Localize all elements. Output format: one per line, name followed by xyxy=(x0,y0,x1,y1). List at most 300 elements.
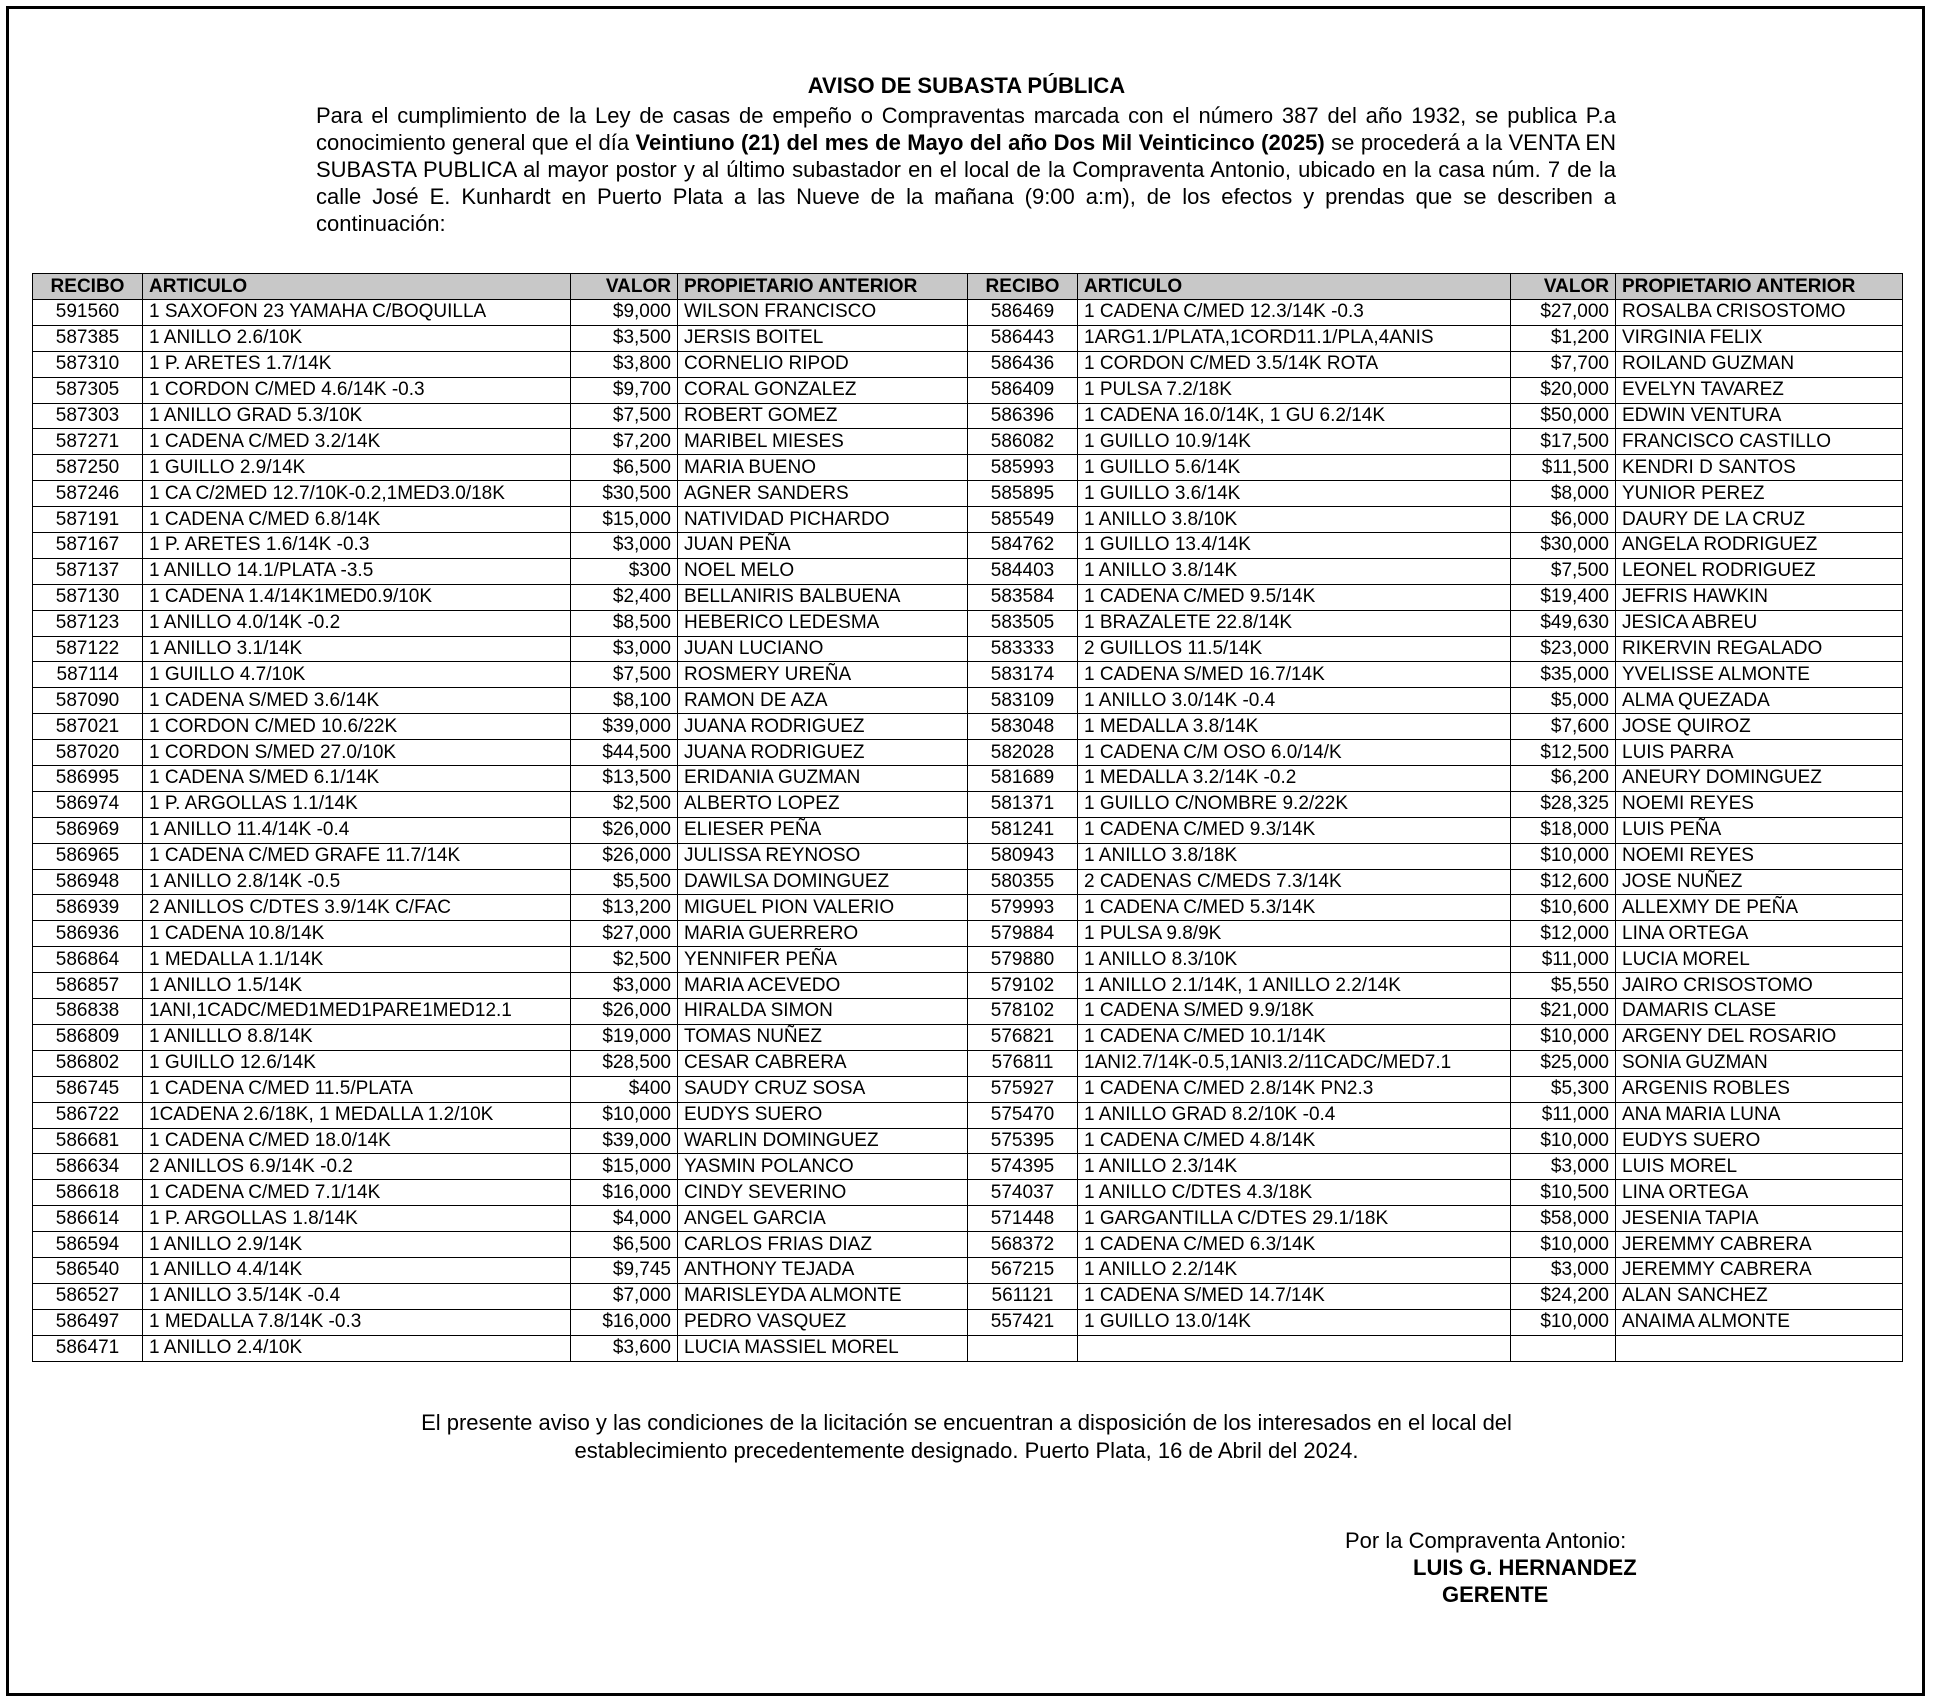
cell-articulo: 1 ANILLLO 8.8/14K xyxy=(143,1024,571,1050)
cell-articulo: 1 CADENA C/MED 9.5/14K xyxy=(1078,584,1511,610)
cell-propietario: ANEURY DOMINGUEZ xyxy=(1616,766,1903,792)
cell-recibo: 583505 xyxy=(968,610,1078,636)
cell-valor: $11,500 xyxy=(1511,455,1616,481)
cell-articulo: 1 CORDON S/MED 27.0/10K xyxy=(143,740,571,766)
cell-recibo: 586594 xyxy=(33,1232,143,1258)
cell-recibo: 586634 xyxy=(33,1154,143,1180)
cell-propietario: MARIA ACEVEDO xyxy=(678,973,968,999)
cell-valor: $27,000 xyxy=(1511,300,1616,326)
closing-line-1: El presente aviso y las condiciones de la licitación se encuentran a disposición de los interesados en el local del xyxy=(421,1410,1512,1435)
cell-recibo: 576811 xyxy=(968,1050,1078,1076)
cell-recibo: 578102 xyxy=(968,999,1078,1025)
table-row xyxy=(33,895,1903,921)
cell-valor: $7,500 xyxy=(1511,558,1616,584)
table-row xyxy=(33,455,1903,481)
cell-articulo: 1 CADENA C/MED 6.3/14K xyxy=(1078,1232,1511,1258)
cell-articulo: 1 CADENA C/M OSO 6.0/14/K xyxy=(1078,740,1511,766)
cell-valor: $13,500 xyxy=(571,766,678,792)
cell-recibo: 575470 xyxy=(968,1102,1078,1128)
cell-valor: $10,000 xyxy=(1511,1309,1616,1335)
cell-articulo: 1 ANILLO C/DTES 4.3/18K xyxy=(1078,1180,1511,1206)
table-row xyxy=(33,1257,1903,1283)
auction-items-table xyxy=(32,273,1903,1362)
cell-valor: $30,500 xyxy=(571,481,678,507)
cell-propietario: MARIA BUENO xyxy=(678,455,968,481)
cell-valor: $35,000 xyxy=(1511,662,1616,688)
cell-articulo: 1 ANILLO 3.8/18K xyxy=(1078,843,1511,869)
cell-recibo: 586974 xyxy=(33,791,143,817)
col-header-recibo-2: RECIBO xyxy=(968,274,1078,300)
cell-valor: $50,000 xyxy=(1511,403,1616,429)
cell-articulo: 1 GUILLO 13.4/14K xyxy=(1078,533,1511,559)
cell-valor: $17,500 xyxy=(1511,429,1616,455)
cell-recibo: 586681 xyxy=(33,1128,143,1154)
cell-articulo: 1CADENA 2.6/18K, 1 MEDALLA 1.2/10K xyxy=(143,1102,571,1128)
table-row xyxy=(33,481,1903,507)
cell-recibo: 583333 xyxy=(968,636,1078,662)
cell-articulo: 1 CADENA C/MED 10.1/14K xyxy=(1078,1024,1511,1050)
cell-valor: $2,500 xyxy=(571,791,678,817)
cell-recibo: 568372 xyxy=(968,1232,1078,1258)
cell-valor: $7,500 xyxy=(571,662,678,688)
cell-recibo: 583048 xyxy=(968,714,1078,740)
cell-propietario: LUCIA MASSIEL MOREL xyxy=(678,1335,968,1361)
col-header-recibo: RECIBO xyxy=(33,274,143,300)
cell-articulo: 1 CORDON C/MED 3.5/14K ROTA xyxy=(1078,351,1511,377)
cell-valor: $19,000 xyxy=(571,1024,678,1050)
cell-recibo: 575395 xyxy=(968,1128,1078,1154)
cell-recibo: 584403 xyxy=(968,558,1078,584)
cell-articulo: 1 CADENA C/MED 12.3/14K -0.3 xyxy=(1078,300,1511,326)
cell-propietario: LEONEL RODRIGUEZ xyxy=(1616,558,1903,584)
cell-articulo: 1ANI2.7/14K-0.5,1ANI3.2/11CADC/MED7.1 xyxy=(1078,1050,1511,1076)
cell-valor: $3,800 xyxy=(571,351,678,377)
cell-propietario: JUANA RODRIGUEZ xyxy=(678,740,968,766)
cell-propietario: LUIS PARRA xyxy=(1616,740,1903,766)
cell-valor: $16,000 xyxy=(571,1180,678,1206)
cell-propietario: ALMA QUEZADA xyxy=(1616,688,1903,714)
cell-recibo: 583174 xyxy=(968,662,1078,688)
cell-recibo: 585895 xyxy=(968,481,1078,507)
table-row xyxy=(33,1102,1903,1128)
cell-valor: $6,500 xyxy=(571,1232,678,1258)
cell-propietario: EDWIN VENTURA xyxy=(1616,403,1903,429)
cell-articulo: 1 PULSA 7.2/18K xyxy=(1078,377,1511,403)
cell-propietario: ERIDANIA GUZMAN xyxy=(678,766,968,792)
cell-propietario: CINDY SEVERINO xyxy=(678,1180,968,1206)
cell-valor: $9,700 xyxy=(571,377,678,403)
cell-recibo: 587385 xyxy=(33,325,143,351)
cell-valor: $6,500 xyxy=(571,455,678,481)
cell-articulo: 1 CADENA 10.8/14K xyxy=(143,921,571,947)
cell-valor: $7,000 xyxy=(571,1283,678,1309)
cell-valor: $10,500 xyxy=(1511,1180,1616,1206)
cell-recibo: 586745 xyxy=(33,1076,143,1102)
cell-propietario: MARIA GUERRERO xyxy=(678,921,968,947)
cell-recibo: 586436 xyxy=(968,351,1078,377)
signature-role: GERENTE xyxy=(1442,1582,1549,1607)
cell-articulo: 1 PULSA 9.8/9K xyxy=(1078,921,1511,947)
table-row xyxy=(33,610,1903,636)
cell-articulo: 1 CADENA S/MED 3.6/14K xyxy=(143,688,571,714)
cell-articulo: 1ARG1.1/PLATA,1CORD11.1/PLA,4ANIS xyxy=(1078,325,1511,351)
cell-articulo: 1 MEDALLA 1.1/14K xyxy=(143,947,571,973)
cell-propietario: NOEL MELO xyxy=(678,558,968,584)
cell-valor: $400 xyxy=(571,1076,678,1102)
cell-propietario: SAUDY CRUZ SOSA xyxy=(678,1076,968,1102)
cell-recibo: 586614 xyxy=(33,1206,143,1232)
cell-valor: $6,000 xyxy=(1511,507,1616,533)
cell-recibo: 586471 xyxy=(33,1335,143,1361)
cell-recibo: 587122 xyxy=(33,636,143,662)
table-row xyxy=(33,1154,1903,1180)
cell-articulo: 1 P. ARGOLLAS 1.8/14K xyxy=(143,1206,571,1232)
cell-propietario: JUAN LUCIANO xyxy=(678,636,968,662)
cell-recibo: 583109 xyxy=(968,688,1078,714)
cell-articulo: 2 ANILLOS C/DTES 3.9/14K C/FAC xyxy=(143,895,571,921)
cell-valor: $49,630 xyxy=(1511,610,1616,636)
col-header-valor-2: VALOR xyxy=(1511,274,1616,300)
cell-valor: $7,200 xyxy=(571,429,678,455)
cell-recibo: 571448 xyxy=(968,1206,1078,1232)
cell-valor: $15,000 xyxy=(571,507,678,533)
table-row xyxy=(33,947,1903,973)
cell-articulo: 1 ANILLO 8.3/10K xyxy=(1078,947,1511,973)
table-row xyxy=(33,688,1903,714)
cell-recibo: 586948 xyxy=(33,869,143,895)
table-row xyxy=(33,1335,1903,1361)
cell-articulo: 2 ANILLOS 6.9/14K -0.2 xyxy=(143,1154,571,1180)
table-row xyxy=(33,1283,1903,1309)
cell-propietario: WARLIN DOMINGUEZ xyxy=(678,1128,968,1154)
cell-articulo: 1 ANILLO 2.3/14K xyxy=(1078,1154,1511,1180)
table-row xyxy=(33,636,1903,662)
cell-recibo: 587167 xyxy=(33,533,143,559)
cell-recibo: 576821 xyxy=(968,1024,1078,1050)
col-header-valor: VALOR xyxy=(571,274,678,300)
table-row xyxy=(33,1024,1903,1050)
cell-articulo: 1 ANILLO 3.0/14K -0.4 xyxy=(1078,688,1511,714)
cell-articulo: 1 ANILLO 2.9/14K xyxy=(143,1232,571,1258)
cell-recibo: 586527 xyxy=(33,1283,143,1309)
cell-articulo: 1 BRAZALETE 22.8/14K xyxy=(1078,610,1511,636)
cell-valor: $5,500 xyxy=(571,869,678,895)
cell-propietario: YVELISSE ALMONTE xyxy=(1616,662,1903,688)
cell-propietario: ROSMERY UREÑA xyxy=(678,662,968,688)
table-row xyxy=(33,869,1903,895)
cell-propietario: ANTHONY TEJADA xyxy=(678,1257,968,1283)
table-row xyxy=(33,1206,1903,1232)
table-row xyxy=(33,740,1903,766)
cell-propietario: YUNIOR PEREZ xyxy=(1616,481,1903,507)
table-row xyxy=(33,300,1903,326)
cell-articulo: 1 ANILLO 3.8/10K xyxy=(1078,507,1511,533)
cell-articulo: 1 CADENA C/MED GRAFE 11.7/14K xyxy=(143,843,571,869)
cell-propietario: ARGENIS ROBLES xyxy=(1616,1076,1903,1102)
cell-articulo: 1 GUILLO 5.6/14K xyxy=(1078,455,1511,481)
cell-recibo: 581241 xyxy=(968,817,1078,843)
cell-propietario: CORAL GONZALEZ xyxy=(678,377,968,403)
cell-recibo: 586469 xyxy=(968,300,1078,326)
cell-propietario: JERSIS BOITEL xyxy=(678,325,968,351)
cell-propietario: JEREMMY CABRERA xyxy=(1616,1232,1903,1258)
cell-recibo: 586396 xyxy=(968,403,1078,429)
cell-valor: $8,100 xyxy=(571,688,678,714)
table-row xyxy=(33,1232,1903,1258)
cell-propietario: EVELYN TAVAREZ xyxy=(1616,377,1903,403)
table-row xyxy=(33,817,1903,843)
cell-articulo: 1 ANILLO 2.1/14K, 1 ANILLO 2.2/14K xyxy=(1078,973,1511,999)
cell-propietario: JESENIA TAPIA xyxy=(1616,1206,1903,1232)
cell-recibo: 586939 xyxy=(33,895,143,921)
cell-propietario: JUANA RODRIGUEZ xyxy=(678,714,968,740)
cell-valor: $9,000 xyxy=(571,300,678,326)
cell-recibo: 586540 xyxy=(33,1257,143,1283)
table-row xyxy=(33,714,1903,740)
cell-propietario: LINA ORTEGA xyxy=(1616,1180,1903,1206)
cell-recibo: 579993 xyxy=(968,895,1078,921)
cell-articulo: 1 MEDALLA 3.2/14K -0.2 xyxy=(1078,766,1511,792)
table-body xyxy=(33,300,1903,1362)
notice-intro xyxy=(316,102,1616,237)
cell-valor: $10,000 xyxy=(1511,1024,1616,1050)
cell-valor: $39,000 xyxy=(571,1128,678,1154)
cell-recibo: 587250 xyxy=(33,455,143,481)
table-row xyxy=(33,558,1903,584)
table-row xyxy=(33,766,1903,792)
cell-valor: $8,500 xyxy=(571,610,678,636)
cell-recibo: 587130 xyxy=(33,584,143,610)
cell-valor: $10,000 xyxy=(571,1102,678,1128)
table-row xyxy=(33,1309,1903,1335)
cell-recibo: 584762 xyxy=(968,533,1078,559)
cell-valor: $16,000 xyxy=(571,1309,678,1335)
cell-articulo: 1 MEDALLA 7.8/14K -0.3 xyxy=(143,1309,571,1335)
cell-articulo xyxy=(1078,1335,1511,1361)
cell-articulo: 1 ANILLO 11.4/14K -0.4 xyxy=(143,817,571,843)
cell-recibo xyxy=(968,1335,1078,1361)
cell-valor: $44,500 xyxy=(571,740,678,766)
cell-propietario: RIKERVIN REGALADO xyxy=(1616,636,1903,662)
cell-valor: $25,000 xyxy=(1511,1050,1616,1076)
table-row xyxy=(33,325,1903,351)
cell-articulo: 1 CORDON C/MED 4.6/14K -0.3 xyxy=(143,377,571,403)
cell-valor: $10,000 xyxy=(1511,1128,1616,1154)
cell-recibo: 586082 xyxy=(968,429,1078,455)
cell-propietario: ROSALBA CRISOSTOMO xyxy=(1616,300,1903,326)
intro-text-part1: Para el cumplimiento de la Ley de casas de empeño o Compraventas marcada con el número 387 del año 1932, se publica P.a conocimiento general que el día xyxy=(316,103,1616,155)
cell-recibo: 586443 xyxy=(968,325,1078,351)
cell-valor: $12,000 xyxy=(1511,921,1616,947)
cell-valor: $28,325 xyxy=(1511,791,1616,817)
cell-propietario: MARIBEL MIESES xyxy=(678,429,968,455)
cell-recibo: 574395 xyxy=(968,1154,1078,1180)
cell-recibo: 582028 xyxy=(968,740,1078,766)
table-row xyxy=(33,662,1903,688)
cell-articulo: 1 ANILLO 2.8/14K -0.5 xyxy=(143,869,571,895)
cell-articulo: 1 CA C/2MED 12.7/10K-0.2,1MED3.0/18K xyxy=(143,481,571,507)
cell-valor: $3,600 xyxy=(571,1335,678,1361)
cell-propietario: JEFRIS HAWKIN xyxy=(1616,584,1903,610)
cell-articulo: 1 ANILLO 2.4/10K xyxy=(143,1335,571,1361)
cell-propietario: TOMAS NUÑEZ xyxy=(678,1024,968,1050)
cell-valor xyxy=(1511,1335,1616,1361)
cell-valor: $21,000 xyxy=(1511,999,1616,1025)
cell-propietario: LUCIA MOREL xyxy=(1616,947,1903,973)
cell-valor: $1,200 xyxy=(1511,325,1616,351)
cell-recibo: 591560 xyxy=(33,300,143,326)
cell-recibo: 586864 xyxy=(33,947,143,973)
cell-propietario: JESICA ABREU xyxy=(1616,610,1903,636)
cell-propietario: ALBERTO LOPEZ xyxy=(678,791,968,817)
cell-valor: $3,000 xyxy=(1511,1257,1616,1283)
cell-valor: $27,000 xyxy=(571,921,678,947)
cell-valor: $7,700 xyxy=(1511,351,1616,377)
cell-propietario: NATIVIDAD PICHARDO xyxy=(678,507,968,533)
cell-propietario: WILSON FRANCISCO xyxy=(678,300,968,326)
cell-valor: $3,000 xyxy=(571,636,678,662)
cell-propietario: ARGENY DEL ROSARIO xyxy=(1616,1024,1903,1050)
cell-recibo: 586838 xyxy=(33,999,143,1025)
cell-articulo: 1 CADENA C/MED 9.3/14K xyxy=(1078,817,1511,843)
cell-propietario: LINA ORTEGA xyxy=(1616,921,1903,947)
cell-propietario: DAURY DE LA CRUZ xyxy=(1616,507,1903,533)
cell-propietario: CARLOS FRIAS DIAZ xyxy=(678,1232,968,1258)
cell-recibo: 586497 xyxy=(33,1309,143,1335)
cell-propietario: JOSE NUÑEZ xyxy=(1616,869,1903,895)
cell-propietario: NOEMI REYES xyxy=(1616,843,1903,869)
cell-propietario: JULISSA REYNOSO xyxy=(678,843,968,869)
cell-valor: $11,000 xyxy=(1511,1102,1616,1128)
cell-recibo: 586802 xyxy=(33,1050,143,1076)
cell-propietario: DAMARIS CLASE xyxy=(1616,999,1903,1025)
cell-valor: $7,500 xyxy=(571,403,678,429)
cell-propietario: RAMON DE AZA xyxy=(678,688,968,714)
closing-statement xyxy=(0,1409,1933,1465)
cell-recibo: 587123 xyxy=(33,610,143,636)
closing-line-2: establecimiento precedentemente designado. Puerto Plata, 16 de Abril del 2024. xyxy=(574,1438,1359,1463)
cell-valor: $20,000 xyxy=(1511,377,1616,403)
cell-recibo: 587191 xyxy=(33,507,143,533)
cell-propietario: ALAN SANCHEZ xyxy=(1616,1283,1903,1309)
cell-articulo: 1 CADENA 1.4/14K1MED0.9/10K xyxy=(143,584,571,610)
cell-recibo: 580355 xyxy=(968,869,1078,895)
cell-propietario: BELLANIRIS BALBUENA xyxy=(678,584,968,610)
cell-valor: $23,000 xyxy=(1511,636,1616,662)
cell-recibo: 586969 xyxy=(33,817,143,843)
cell-valor: $11,000 xyxy=(1511,947,1616,973)
cell-propietario: JAIRO CRISOSTOMO xyxy=(1616,973,1903,999)
cell-articulo: 1 ANILLO GRAD 5.3/10K xyxy=(143,403,571,429)
cell-recibo: 587137 xyxy=(33,558,143,584)
cell-valor: $30,000 xyxy=(1511,533,1616,559)
cell-propietario: FRANCISCO CASTILLO xyxy=(1616,429,1903,455)
cell-recibo: 557421 xyxy=(968,1309,1078,1335)
cell-propietario: JOSE QUIROZ xyxy=(1616,714,1903,740)
cell-valor: $2,500 xyxy=(571,947,678,973)
cell-articulo: 1 ANILLO 2.6/10K xyxy=(143,325,571,351)
cell-articulo: 1 CADENA C/MED 7.1/14K xyxy=(143,1180,571,1206)
cell-articulo: 1 GUILLO 10.9/14K xyxy=(1078,429,1511,455)
cell-valor: $10,600 xyxy=(1511,895,1616,921)
table-row xyxy=(33,533,1903,559)
cell-propietario: HEBERICO LEDESMA xyxy=(678,610,968,636)
cell-propietario: CORNELIO RIPOD xyxy=(678,351,968,377)
table-header-row xyxy=(33,274,1903,300)
cell-recibo: 586618 xyxy=(33,1180,143,1206)
cell-articulo: 1 SAXOFON 23 YAMAHA C/BOQUILLA xyxy=(143,300,571,326)
table-row xyxy=(33,1128,1903,1154)
cell-recibo: 561121 xyxy=(968,1283,1078,1309)
cell-recibo: 574037 xyxy=(968,1180,1078,1206)
cell-articulo: 1 CADENA S/MED 16.7/14K xyxy=(1078,662,1511,688)
cell-propietario: ANGELA RODRIGUEZ xyxy=(1616,533,1903,559)
cell-propietario: JUAN PEÑA xyxy=(678,533,968,559)
cell-recibo: 586965 xyxy=(33,843,143,869)
cell-propietario: KENDRI D SANTOS xyxy=(1616,455,1903,481)
cell-recibo: 579880 xyxy=(968,947,1078,973)
cell-valor: $26,000 xyxy=(571,817,678,843)
cell-recibo: 587114 xyxy=(33,662,143,688)
cell-recibo: 579102 xyxy=(968,973,1078,999)
intro-auction-date: Veintiuno (21) del mes de Mayo del año Dos Mil Veinticinco (2025) xyxy=(635,130,1325,155)
cell-articulo: 1 P. ARETES 1.6/14K -0.3 xyxy=(143,533,571,559)
cell-valor: $3,000 xyxy=(571,533,678,559)
cell-valor: $6,200 xyxy=(1511,766,1616,792)
cell-propietario: ALLEXMY DE PEÑA xyxy=(1616,895,1903,921)
cell-propietario: LUIS PEÑA xyxy=(1616,817,1903,843)
cell-propietario: ROILAND GUZMAN xyxy=(1616,351,1903,377)
cell-valor: $12,500 xyxy=(1511,740,1616,766)
cell-valor: $19,400 xyxy=(1511,584,1616,610)
table-row xyxy=(33,403,1903,429)
cell-valor: $2,400 xyxy=(571,584,678,610)
table-row xyxy=(33,584,1903,610)
cell-articulo: 1 CADENA C/MED 5.3/14K xyxy=(1078,895,1511,921)
cell-recibo: 585993 xyxy=(968,455,1078,481)
cell-articulo: 1 ANILLO 3.1/14K xyxy=(143,636,571,662)
cell-articulo: 1 CADENA C/MED 4.8/14K xyxy=(1078,1128,1511,1154)
cell-valor: $18,000 xyxy=(1511,817,1616,843)
cell-propietario: EUDYS SUERO xyxy=(1616,1128,1903,1154)
cell-articulo: 1 CADENA C/MED 11.5/PLATA xyxy=(143,1076,571,1102)
cell-recibo: 585549 xyxy=(968,507,1078,533)
cell-recibo: 587090 xyxy=(33,688,143,714)
cell-articulo: 1 P. ARGOLLAS 1.1/14K xyxy=(143,791,571,817)
cell-propietario: SONIA GUZMAN xyxy=(1616,1050,1903,1076)
cell-articulo: 1 CADENA S/MED 6.1/14K xyxy=(143,766,571,792)
cell-propietario: YENNIFER PEÑA xyxy=(678,947,968,973)
table-row xyxy=(33,999,1903,1025)
cell-recibo: 581371 xyxy=(968,791,1078,817)
cell-recibo: 587020 xyxy=(33,740,143,766)
cell-valor: $15,000 xyxy=(571,1154,678,1180)
signature-by: Por la Compraventa Antonio: xyxy=(1345,1528,1627,1553)
cell-articulo: 1 ANILLO 14.1/PLATA -3.5 xyxy=(143,558,571,584)
cell-valor: $26,000 xyxy=(571,843,678,869)
cell-recibo: 580943 xyxy=(968,843,1078,869)
signature-name: LUIS G. HERNANDEZ xyxy=(1413,1555,1637,1580)
cell-valor: $3,000 xyxy=(571,973,678,999)
table-row xyxy=(33,429,1903,455)
cell-propietario xyxy=(1616,1335,1903,1361)
cell-propietario: MIGUEL PION VALERIO xyxy=(678,895,968,921)
cell-articulo: 1 CADENA C/MED 2.8/14K PN2.3 xyxy=(1078,1076,1511,1102)
cell-articulo: 1 CORDON C/MED 10.6/22K xyxy=(143,714,571,740)
col-header-propietario: PROPIETARIO ANTERIOR xyxy=(678,274,968,300)
cell-recibo: 581689 xyxy=(968,766,1078,792)
cell-articulo: 1 CADENA 16.0/14K, 1 GU 6.2/14K xyxy=(1078,403,1511,429)
